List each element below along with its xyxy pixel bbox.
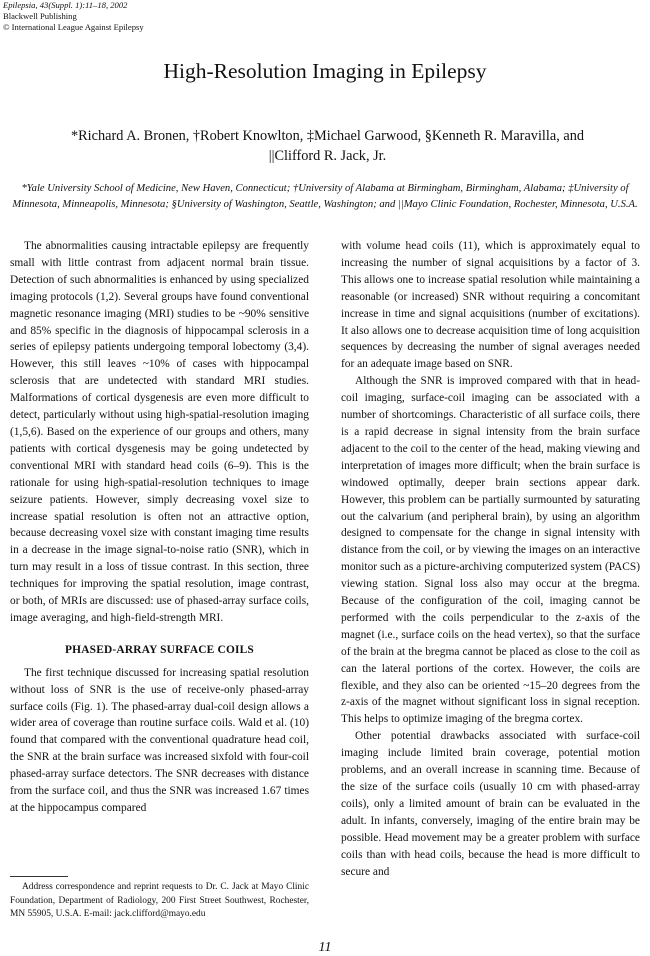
right-column: [341, 238, 640, 880]
right-paragraph-2: Although the SNR is improved compared with that in head-coil imaging, surface-coil imaging can be associated with a number of shortcomings. Characteristic of all surface coils, there is a rapid decrease in signal intensity from the brain surface adjacent to the coil to the center of the head, making viewing and interpretation of images more difficult; when the brain surface is windowed optimally, deeper brain sections appear dark. However, this problem can be partially surmounted by saturating out the calvarium (and peripheral brain), by using an algorithm designed to compensate for the change in signal intensity with distance from the coil, or by viewing the images on an interactive monitor such as a picture-archiving computerized system (PACS) viewing station. Signal loss also may occur at the bregma. Because of the configuration of the coil, imaging cannot be performed with the coils perpendicular to the z-axis of the magnet (i.e., surface coils on the head vertex), so that the surface of the brain at the bregma cannot be placed as close to the coil as can the lateral portions of the cortex. However, the coils are flexible, and they also can be oriented ~15–20 degrees from the z-axis of the magnet without significant loss in signal reception. This helps to optimize imaging of the bregma cortex.: [341, 375, 640, 726]
right-paragraph-1: with volume head coils (11), which is approximately equal to increasing the number of signal acquisitions by a factor of 3. This allows one to increase spatial resolution while maintaining a reasonable (or increased) SNR without requiring a concomitant increase in time and signal acquisitions (number of excitations). It also allows one to decrease acquisition time of long acquisition sequences by decreasing the number of signal averages needed for an adequate image based on SNR.: [341, 240, 640, 371]
footnote-divider: [10, 876, 68, 877]
author-list: [20, 126, 635, 166]
section-heading: PHASED-ARRAY SURFACE COILS: [65, 643, 254, 656]
publisher: Blackwell Publishing: [3, 11, 77, 21]
affiliations: *Yale University School of Medicine, New Haven, Connecticut; †University of Alabama at Birmingham, Birmingham, Alabama; ‡University of Minnesota, Minneapolis, Minnesota; §University of Washington, Seattle, Washington; and ||Mayo Clinic Foundation, Rochester, Minnesota, U.S.A.: [12, 183, 638, 210]
section-paragraph: The first technique discussed for increasing spatial resolution without loss of SNR is the use of receive-only phased-array surface coils (Fig. 1). The phased-array dual-coil design allows a wider area of coverage than routine surface coils. Wald et al. (10) found that compared with the conventional quadrature head coil, the SNR at the brain surface was increased sixfold with four-coil phased-array surface detectors. The SNR decreases with distance from the surface coil, and thus the SNR was increased 1.67 times at the hippocampus compared: [10, 666, 309, 814]
right-paragraph-3: Other potential drawbacks associated with surface-coil imaging include limited brain coverage, potential motion problems, and an overall increase in scanning time. Because of the size of the surface coils (usually 10 cm with phased-array coils), only a limited amount of brain can be evaluated in the adult. In infants, conversely, imaging of the entire brain may be possible. Head movement may be a greater problem with surface coils than with head coils, because the head is more difficult to secure and: [341, 730, 640, 878]
journal-citation: Epilepsia, 43(Suppl. 1):11–18, 2002: [3, 0, 128, 10]
authors-line-2: ||Clifford R. Jack, Jr.: [268, 148, 387, 164]
intro-paragraph: The abnormalities causing intractable epilepsy are frequently small with little contrast from adjacent normal brain tissue. Detection of such abnormalities is enhanced by using specialized imaging protocols (1,2). Several groups have found conventional magnetic resonance imaging (MRI) studies to be ~90% sensitive and 85% specific in the diagnosis of hippocampal sclerosis in a series of epilepsy patients undergoing temporal lobectomy (3,4). However, this still leaves ~10% of cases with hippocampal sclerosis that are undetected with standard MRI studies. Malformations of cortical dysgenesis are even more difficult to detect, particularly without using high-spatial-resolution imaging (1,5,6). Based on the experience of our groups and others, many patients with cortical dysgenesis may be going undetected by conventional MRI with standard head coils (6–9). This is the rationale for using high-spatial-resolution techniques to image seizure patients. However, simply decreasing voxel size to increase spatial resolution is often not an attractive option, because decreasing voxel size with constant imaging time results in a decrease in the image signal-to-noise ratio (SNR), which in turn may result in a loss of tissue contrast. In this section, three techniques for improving the spatial resolution, image contrast, or both, of MRIs are discussed: use of phased-array surface coils, image averaging, and high-field-strength MRI.: [10, 240, 309, 624]
article-title: High-Resolution Imaging in Epilepsy: [163, 59, 487, 83]
left-column: [10, 238, 309, 817]
authors-line-1: *Richard A. Bronen, †Robert Knowlton, ‡Michael Garwood, §Kenneth R. Maravilla, and: [71, 128, 584, 144]
page-number: 11: [318, 940, 332, 955]
correspondence-footnote: Address correspondence and reprint requests to Dr. C. Jack at Mayo Clinic Foundation, Department of Radiology, 200 First Street Southwest, Rochester, MN 55905, U.S.A. E-mail: jack.clifford@mayo.edu: [10, 882, 309, 919]
copyright: © International League Against Epilepsy: [3, 22, 144, 32]
journal-header: [3, 0, 144, 33]
